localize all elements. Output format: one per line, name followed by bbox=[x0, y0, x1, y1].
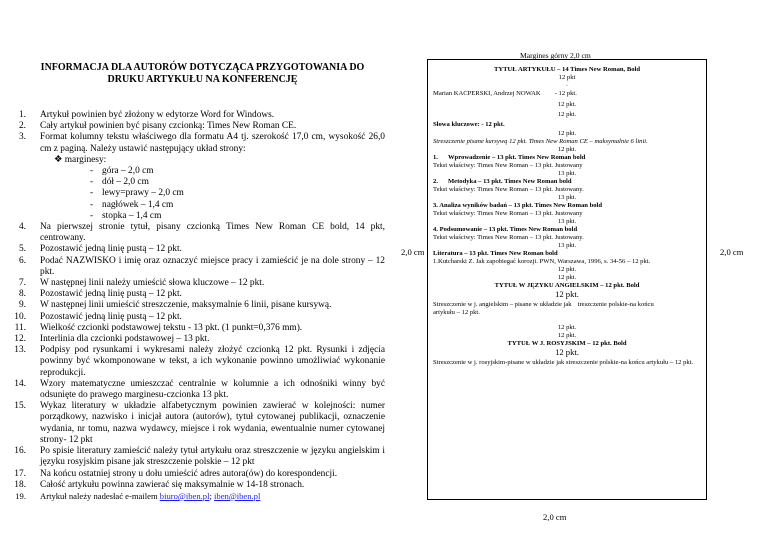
section-text: Tekst właściwy: Times New Roman – 13 pkt. Justowany bbox=[433, 162, 583, 169]
section-text: Tekst właściwy: Times New Roman – 13 pkt. Justowany. bbox=[433, 234, 584, 241]
spacing-note: 13 pkt. bbox=[557, 194, 577, 201]
article-title-sample: TYTUŁ ARTYKUŁU – 14 Times New Roman, Bold bbox=[493, 66, 641, 73]
list-item: 11. Wielkość czcionki podstawowej tekstu - 13 pkt. (1 punkt=0,376 mm). bbox=[14, 322, 303, 333]
authors-line: Marian KACPERSKI, Andrzej NOWAK - 12 pkt. bbox=[433, 90, 577, 97]
margin-item: - dół – 2,0 cm bbox=[90, 177, 149, 188]
margin-item: - stopka – 1,4 cm bbox=[90, 210, 162, 221]
spacing-note: 13 pkt. bbox=[557, 218, 577, 225]
list-item: 15. Wykaz literatury w układzie alfabetycznym powinien zawierać w kolejności: numer porządkowy, nazwisko i inicjał autora (autorów), tytuł cytowanej publikacji, oznaczenie wydania, nr tomu, nazwa wydawcy, miejsce i rok wydania, ewentualnie numer cytowanej strony- 12 pkt bbox=[14, 401, 385, 445]
spacing-note: 12 pkt bbox=[558, 74, 576, 81]
spacing-note: 12 pkt. bbox=[557, 130, 577, 137]
instructions-list bbox=[10, 110, 385, 502]
list-item: 3. Format kolumny tekstu właściwego dla formatu A4 tj. szerokość 17,0 cm, wysokość 26,0 cm z paginą. Należy ustawić następujący układ strony: ❖ marginesy: - góra – 2,0 cm - dół – 2,0 cm - lewy=prawy – 2,0 cm - nagłówek – 1,4 cm - stopka – 1,4 cm bbox=[18, 132, 385, 221]
page-layout-diagram bbox=[427, 59, 707, 500]
email-link-iben[interactable]: iben@iben.pl bbox=[214, 490, 261, 501]
margin-item: - nagłówek – 1,4 cm bbox=[90, 199, 174, 210]
margin-left-label: 2,0 cm bbox=[401, 247, 425, 257]
list-item: 17. Na końcu ostatniej strony u dołu umieścić adres autora(ów) do korespondencji. bbox=[14, 468, 338, 479]
reference-line: 1.Kutcharski Z. Jak zapobiegać korozji. PWN, Warszawa, 1996, s. 34-56 – 12 pkt. bbox=[433, 258, 651, 265]
list-item: 4. Na pierwszej stronie tytuł, pisany czcionką Times New Roman CE bold, 14 pkt, centrowany. bbox=[18, 222, 385, 244]
english-title-line: TYTUŁ W JĘZYKU ANGIELSKIM – 12 pkt. Bold bbox=[494, 282, 640, 289]
spacing-note: 12 pkt. bbox=[557, 332, 577, 339]
spacing-note: 12 pkt. bbox=[555, 289, 579, 299]
keywords-line: Słowa kluczowe: - 12 pkt. bbox=[433, 121, 505, 128]
margin-right-label: 2,0 cm bbox=[720, 247, 744, 257]
list-item: 8. Pozostawić jedną linię pustą – 12 pkt. bbox=[18, 289, 182, 300]
margins-heading: ❖ marginesy: bbox=[54, 154, 107, 165]
instructions-title: INFORMACJA DLA AUTORÓW DOTYCZĄCA PRZYGOTOWANIA DO DRUKU ARTYKUŁU NA KONFERENCJĘ bbox=[40, 62, 365, 85]
abstract-line: Streszczenie pisane kursywą 12 pkt. Times New Roman CE – maksymalnie 6 linii. bbox=[433, 138, 648, 145]
list-item: 2. Cały artykuł powinien być pisany czcionką: Times New Roman CE. bbox=[18, 121, 297, 132]
section-heading: 4. Podsumowanie – 13 pkt. Times New Roman bold bbox=[433, 226, 578, 233]
section-text: Tekst właściwy: Times New Roman – 13 pkt. Justowany bbox=[433, 210, 583, 217]
spacing-note: 12 pkt. bbox=[557, 101, 577, 108]
list-item: 7. W następnej linii należy umieścić słowa kluczowe – 12 pkt. bbox=[18, 278, 265, 289]
email-link-biuro[interactable]: biuro@iben.pl bbox=[159, 490, 210, 501]
list-item: 14. Wzory matematyczne umieszczać centralnie w kolumnie a ich odnośniki winny być odsunięte do prawego marginesu-czcionka 13 pkt. bbox=[14, 378, 385, 401]
list-item: 18. Całość artykułu powinna zawierać się maksymalnie w 14-18 stronach. bbox=[14, 479, 305, 490]
margins-sublist bbox=[40, 155, 385, 222]
russian-abstract: Streszczenie w j. rosyjskim-pisane w układzie jak streszczenie polskie-na końcu artykułu – 12 pkt. bbox=[433, 359, 694, 366]
list-item: 1. Artykuł powinien być złożony w edytorze Word for Windows. bbox=[18, 110, 275, 120]
list-item: 5. Pozostawić jedną linię pustą – 12 pkt. bbox=[18, 244, 182, 255]
list-item: 9. W następnej linii umieścić streszczenie, maksymalnie 6 linii, pisane kursywą. bbox=[18, 300, 332, 311]
list-item: 12. Interlinia dla czcionki podstawowej – 13 pkt. bbox=[14, 334, 210, 345]
list-item: 13. Podpisy pod rysunkami i wykresami należy złożyć czcionką 12 pkt. Rysunki i zdjęcia powinny być wkomponowane w tekst, a ich wykonanie powinno umożliwiać wykonanie reprodukcji. bbox=[14, 345, 385, 378]
english-abstract: Streszczenie w j. angielskim – pisane w układzie jak treszczenie polskie-na końcu artykułu – 12 pkt. bbox=[433, 301, 654, 316]
spacing-note: 13 pkt. bbox=[557, 242, 577, 249]
spacing-note: 12 pkt. bbox=[557, 111, 577, 118]
margin-item: - lewy=prawy – 2,0 cm bbox=[90, 188, 184, 199]
spacing-note: 12 pkt. bbox=[555, 347, 579, 357]
list-item: 10. Pozostawić jedną linię pustą – 12 pkt. bbox=[14, 311, 182, 322]
diamond-bullet-icon: ❖ bbox=[54, 154, 63, 165]
list-item: 19. Artykuł należy nadesłać e-mailem biuro@iben.pl; iben@iben.pl bbox=[15, 490, 261, 501]
spacing-note: 12 pkt. bbox=[557, 324, 577, 331]
spacing-note: 12 pkt. bbox=[557, 274, 577, 281]
margin-bottom-label: 2,0 cm bbox=[543, 512, 567, 522]
spacing-note: 12 pkt. bbox=[557, 146, 577, 153]
section-heading: 3. Analiza wyników badań – 13 pkt. Times New Roman bold bbox=[433, 202, 603, 209]
margin-top-label: Margines górny 2,0 cm bbox=[520, 51, 591, 60]
list-item: 6. Podać NAZWISKO i imię oraz oznaczyć miejsce pracy i zamieścić je na dole strony – 12 pkt. bbox=[18, 255, 385, 277]
section-heading: 2. Metodyka – 13 pkt. Times New Roman bold bbox=[433, 178, 572, 185]
margin-item: - góra – 2,0 cm bbox=[90, 166, 154, 177]
section-heading: 1. Wprowadzenie – 13 pkt. Times New Roman bold bbox=[433, 154, 586, 161]
section-text: Tekst właściwy: Times New Roman – 13 pkt. Justowany. bbox=[433, 186, 584, 193]
spacing-note: 12 pkt. bbox=[557, 266, 577, 273]
literature-heading: Literatura – 13 pkt. Times New Roman bold bbox=[433, 250, 558, 257]
list-item: 16. Po spisie literatury zamieścić należy tytuł artykułu oraz streszczenie w języku angielskim i języku rosyjskim pisane jak streszczenie polskie – 12 pkt bbox=[14, 446, 385, 468]
russian-title-line: TYTUŁ W J. ROSYJSKIM – 12 pkt. Bold bbox=[507, 340, 627, 347]
dot-mark: . bbox=[566, 81, 568, 88]
spacing-note: 13 pkt. bbox=[557, 170, 577, 177]
